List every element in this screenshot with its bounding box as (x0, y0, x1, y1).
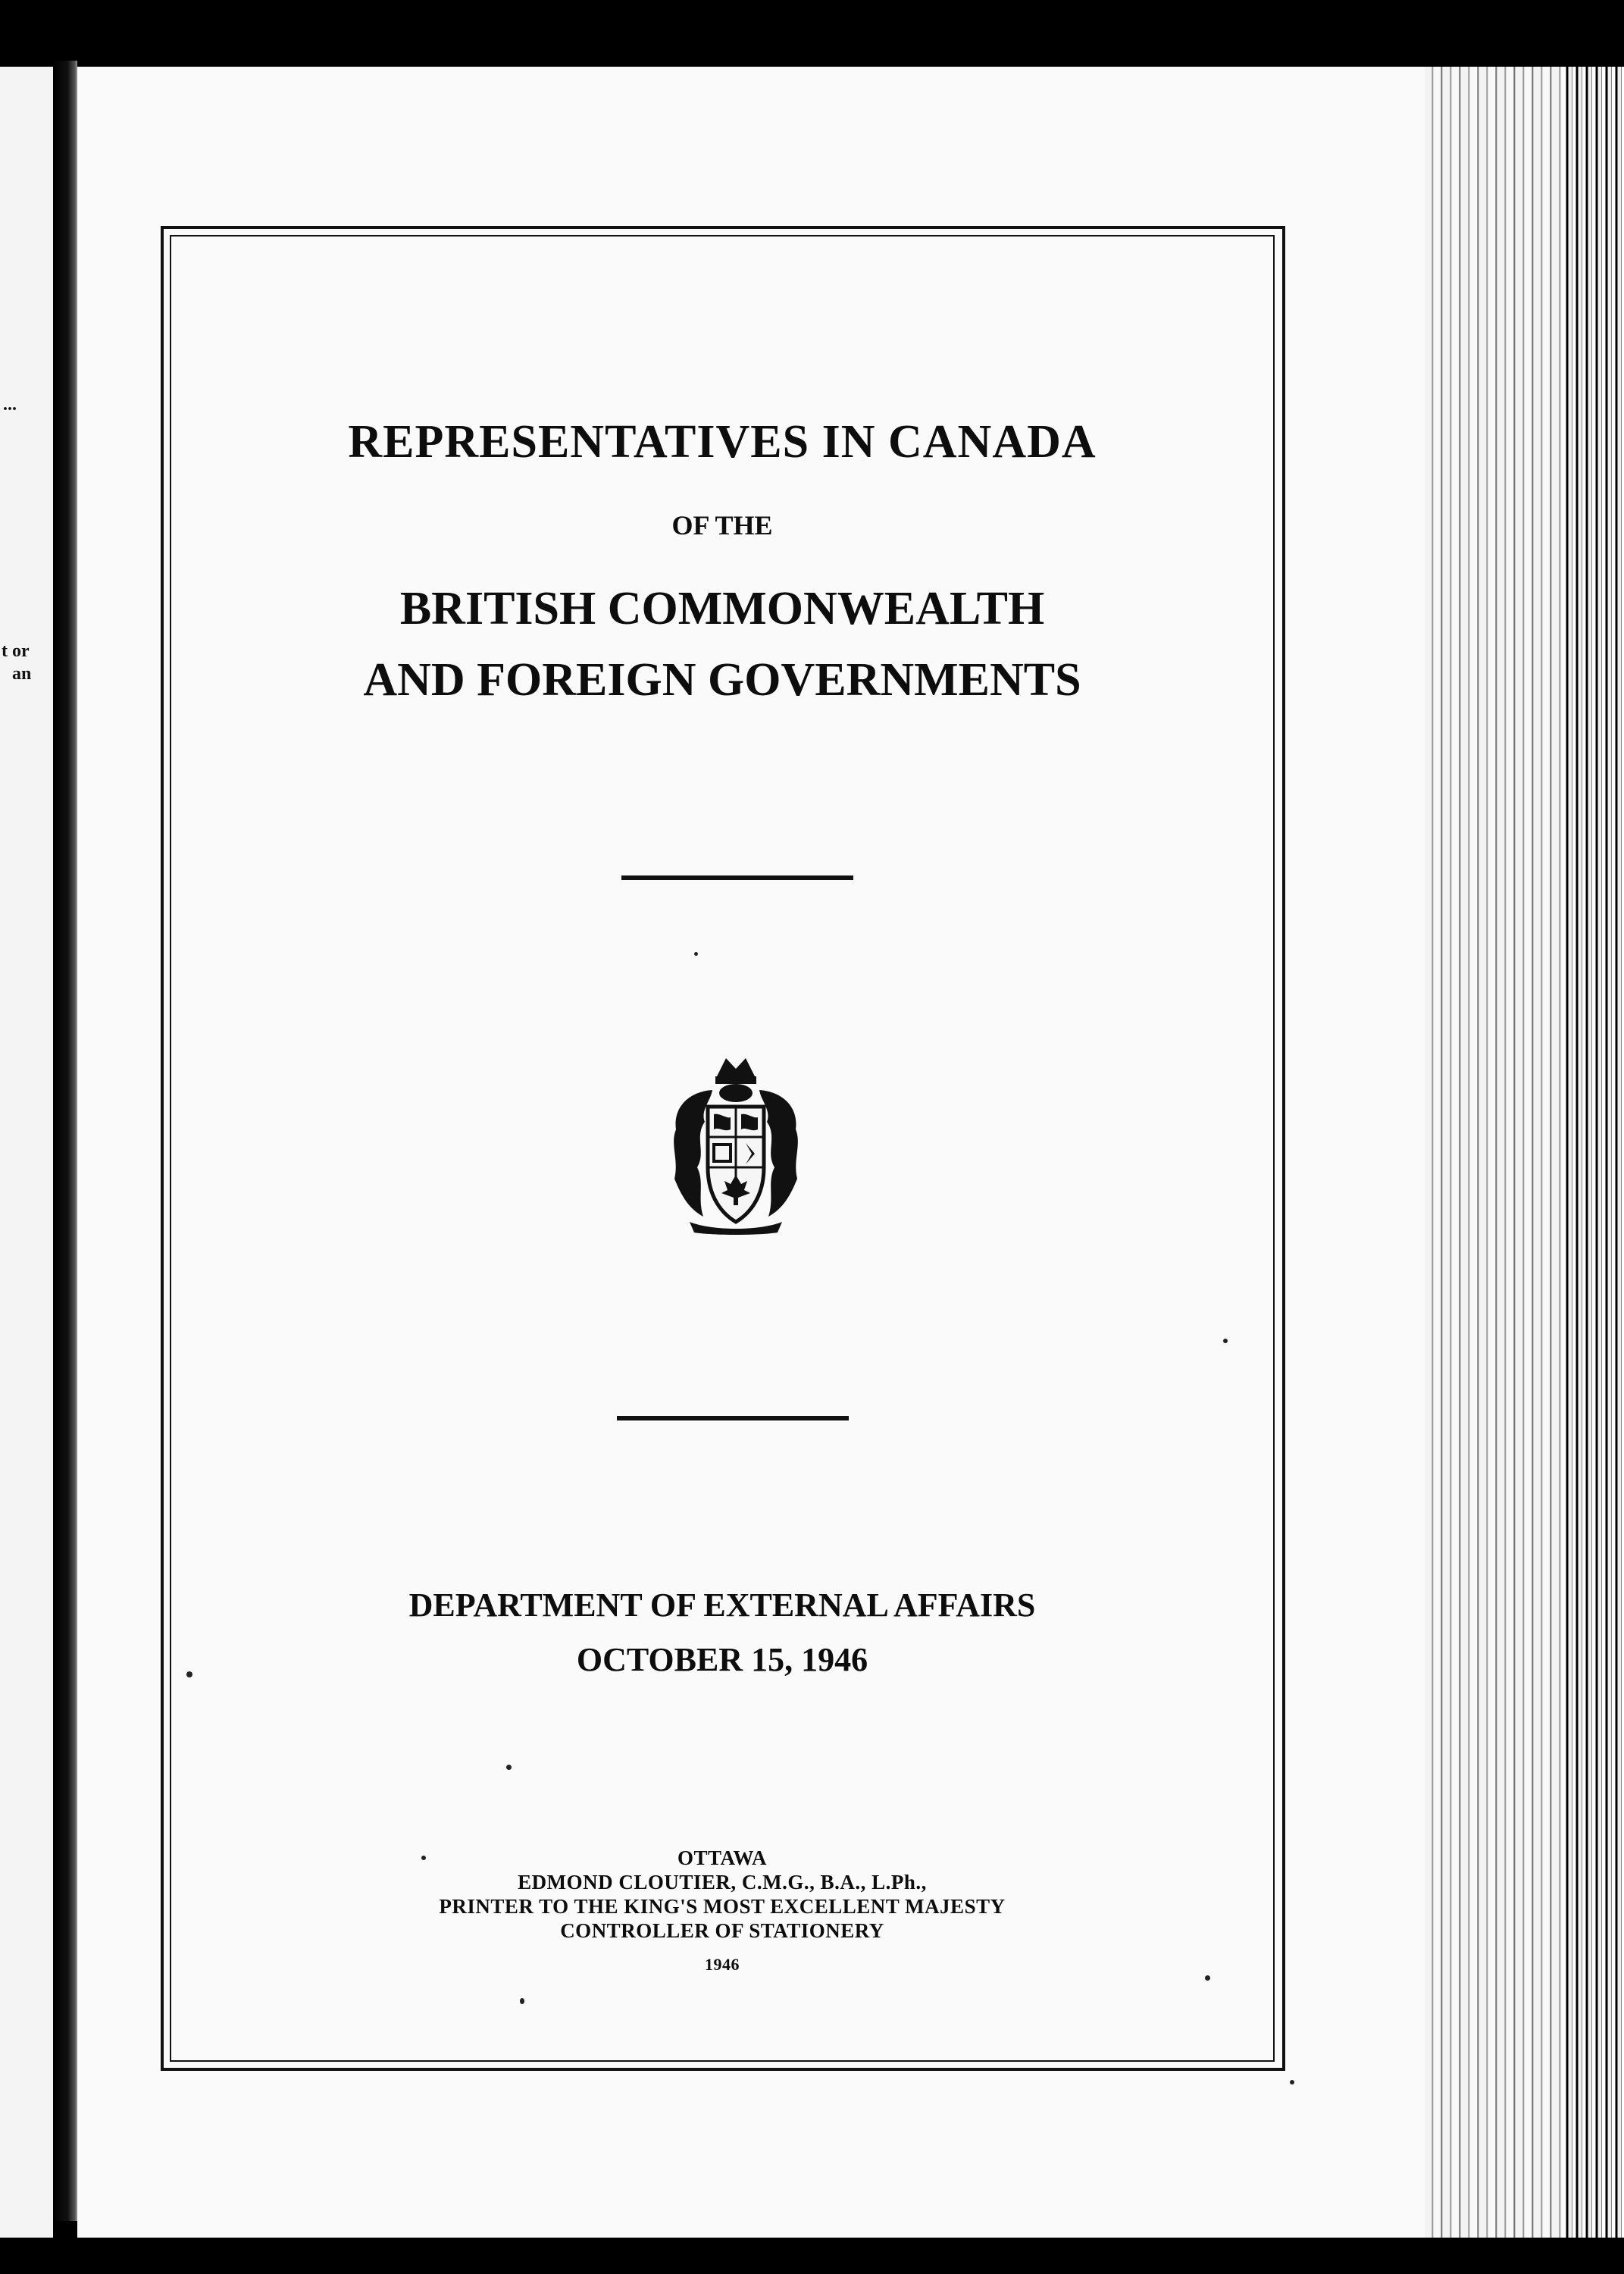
imprint-office: CONTROLLER OF STATIONERY (560, 1919, 884, 1942)
scan-bottom-border (0, 2238, 1624, 2274)
scan-speck (1290, 2080, 1294, 2084)
scan-speck (1205, 1975, 1210, 1981)
title-line-3: BRITISH COMMONWEALTH (399, 583, 1045, 634)
scan-speck (506, 1765, 512, 1770)
publication-date: OCTOBER 15, 1946 (576, 1641, 868, 1678)
imprint-printer: EDMOND CLOUTIER, C.M.G., B.A., L.Ph., (518, 1871, 927, 1893)
department-name: DEPARTMENT OF EXTERNAL AFFAIRS (408, 1586, 1036, 1624)
coat-of-arms-icon (667, 1054, 805, 1236)
title-line-1: REPRESENTATIVES IN CANADA (348, 416, 1097, 468)
title-line-4: AND FOREIGN GOVERNMENTS (363, 654, 1081, 706)
divider-rule-bottom (617, 1416, 849, 1420)
adjacent-page-fragment: ... (3, 395, 17, 415)
scan-speck (1223, 1339, 1228, 1343)
scan-top-border (0, 0, 1624, 67)
book-spine (53, 61, 77, 2221)
scan-speck (520, 1998, 524, 2004)
divider-rule-top (621, 875, 853, 880)
adjacent-page-fragment: t or (2, 641, 30, 661)
title-line-2: OF THE (671, 510, 773, 540)
adjacent-page-strip (0, 67, 53, 2238)
scan-speck (694, 952, 698, 956)
imprint-year: 1946 (705, 1955, 740, 1974)
adjacent-page-fragment: an (12, 664, 32, 684)
scan-speck (421, 1856, 426, 1860)
imprint-role: PRINTER TO THE KING'S MOST EXCELLENT MAJESTY (439, 1895, 1006, 1918)
page-edges-dark (1563, 67, 1624, 2238)
scan-speck (186, 1671, 192, 1677)
imprint-city: OTTAWA (677, 1846, 768, 1869)
